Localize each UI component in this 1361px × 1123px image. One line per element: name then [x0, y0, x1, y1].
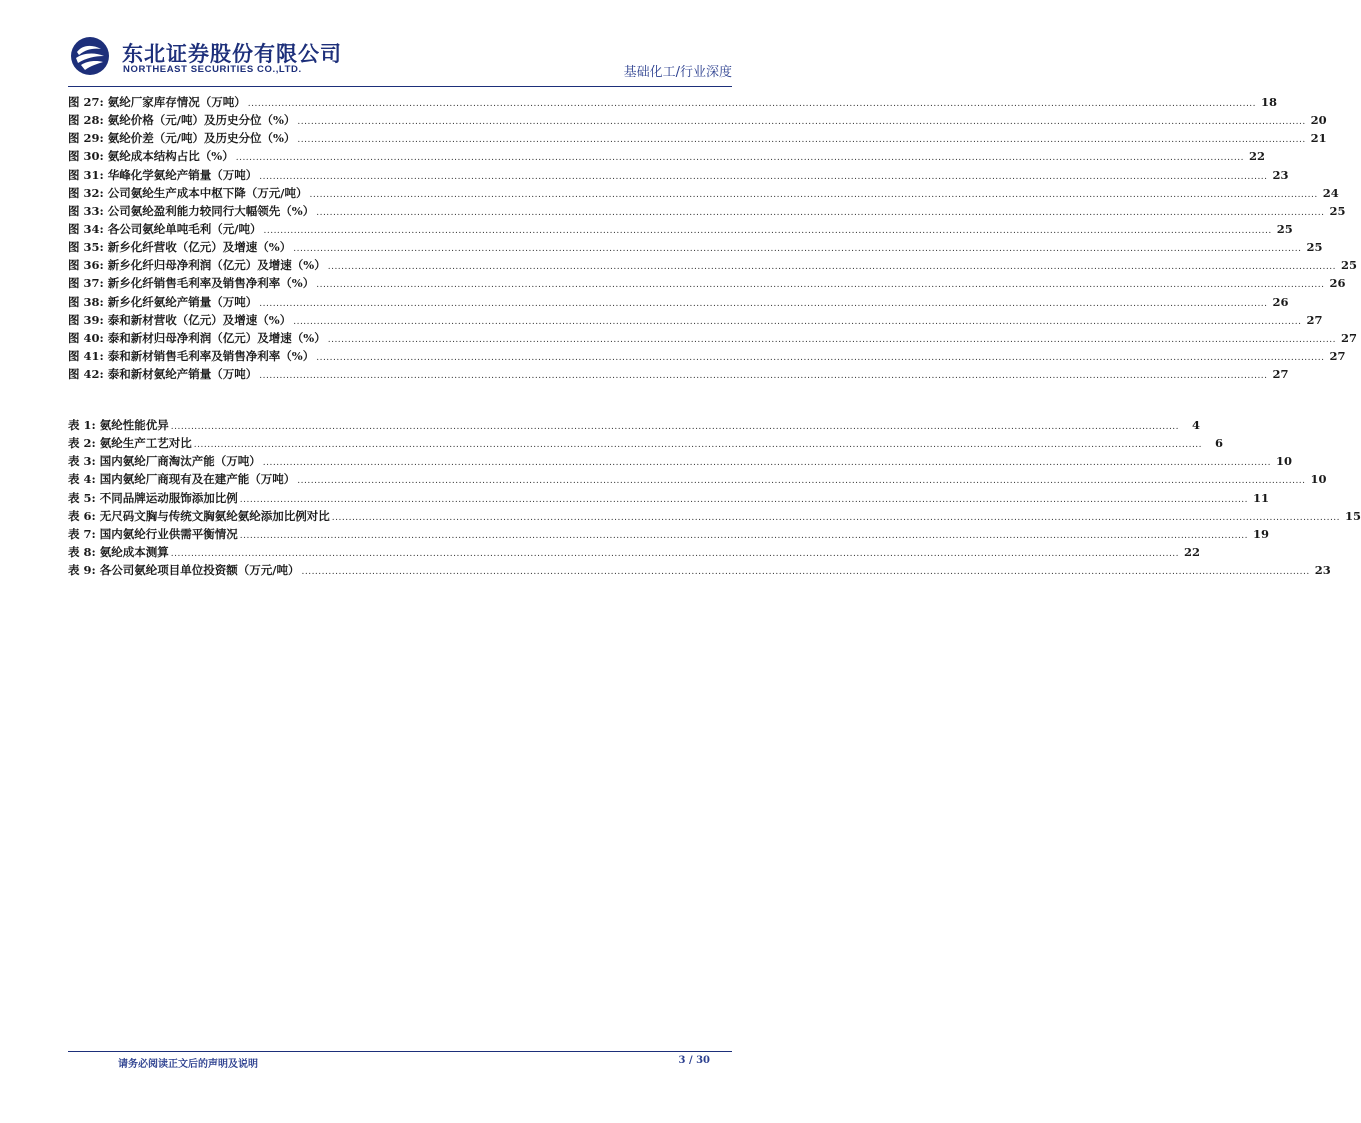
- toc-entry-label: 表 2:: [68, 436, 96, 451]
- toc-entry-label: 图 28:: [68, 113, 104, 128]
- figure-toc-entry[interactable]: [68, 130, 1327, 148]
- toc-entry-title: [68, 508, 332, 524]
- toc-entry-title: [68, 185, 309, 201]
- figure-toc-entry[interactable]: [68, 312, 1323, 330]
- toc-entry-label: 表 7:: [68, 526, 96, 541]
- figure-toc-entry[interactable]: [68, 221, 1293, 239]
- toc-entry-text: 新乡化纤营收（亿元）及增速（%）: [107, 240, 292, 255]
- toc-entry-text: 氨纶价差（元/吨）及历史分位（%）: [107, 131, 296, 146]
- toc-entry-label: 表 4:: [68, 472, 96, 487]
- toc-leader-dots: ............................................................................................................................................................................................................................................................................................................: [297, 476, 1306, 487]
- figure-toc-entry[interactable]: [68, 257, 1357, 275]
- toc-entry-label: 表 3:: [68, 454, 96, 469]
- toc-entry-page: 25: [1276, 221, 1293, 236]
- toc-entry-page: 19: [1253, 526, 1270, 541]
- toc-leader-dots: ............................................................................................................................................................................................................................................................................................................: [259, 371, 1268, 382]
- toc-entry-text: 公司氨纶生产成本中枢下降（万元/吨）: [107, 185, 308, 200]
- toc-leader-dots: ............................................................................................................................................................................................................................................................................................................: [259, 298, 1268, 309]
- toc-entry-text: 氨纶成本结构占比（%）: [107, 149, 234, 164]
- toc-entry-page: 26: [1272, 294, 1289, 309]
- figure-toc-entry[interactable]: [68, 239, 1323, 257]
- table-toc-entry[interactable]: [68, 562, 1331, 580]
- current-page: 3: [678, 1055, 686, 1066]
- page-header: [68, 36, 732, 86]
- page-separator: /: [688, 1055, 693, 1066]
- toc-leader-dots: ............................................................................................................................................................................................................................................................................................................: [239, 494, 1249, 505]
- toc-entry-title: [68, 294, 259, 310]
- figure-index: [68, 94, 1357, 384]
- toc-entry-label: 图 31:: [68, 167, 104, 182]
- toc-entry-page: 23: [1272, 167, 1289, 182]
- toc-entry-text: 新乡化纤氨纶产销量（万吨）: [107, 294, 258, 309]
- toc-entry-title: [68, 366, 259, 382]
- toc-entry-text: 不同品牌运动服饰添加比例: [99, 490, 238, 505]
- company-logo-icon: [70, 36, 110, 76]
- toc-entry-page: 18: [1261, 95, 1278, 109]
- toc-entry-title: [68, 330, 328, 346]
- figure-toc-entry[interactable]: [68, 294, 1289, 312]
- toc-entry-text: 氨纶性能优异: [99, 418, 169, 432]
- toc-entry-text: 各公司氨纶单吨毛利（元/吨）: [107, 221, 262, 236]
- toc-entry-page: 27: [1329, 348, 1346, 363]
- toc-entry-title: [68, 544, 171, 560]
- footer-divider: [68, 1051, 732, 1052]
- toc-entry-page: 26: [1329, 276, 1346, 291]
- table-toc-entry[interactable]: [68, 490, 1270, 508]
- toc-entry-title: [68, 453, 263, 469]
- toc-entry-page: 10: [1310, 472, 1327, 487]
- toc-leader-dots: ............................................................................................................................................................................................................................................................................................................: [327, 262, 1336, 273]
- toc-leader-dots: ............................................................................................................................................................................................................................................................................................................: [259, 171, 1268, 182]
- toc-leader-dots: ............................................................................................................................................................................................................................................................................................................: [239, 530, 1249, 541]
- toc-entry-text: 泰和新材销售毛利率及销售净利率（%）: [107, 348, 315, 363]
- table-toc-entry[interactable]: [68, 453, 1293, 471]
- toc-leader-dots: ............................................................................................................................................................................................................................................................................................................: [316, 352, 1325, 363]
- toc-entry-label: 图 39:: [68, 312, 104, 327]
- toc-leader-dots: ............................................................................................................................................................................................................................................................................................................: [301, 567, 1310, 578]
- toc-entry-text: 国内氨纶行业供需平衡情况: [99, 526, 238, 541]
- toc-entry-label: 图 37:: [68, 276, 104, 291]
- toc-leader-dots: ............................................................................................................................................................................................................................................................................................................: [193, 440, 1203, 451]
- table-toc-entry[interactable]: [68, 417, 1201, 435]
- toc-entry-label: 表 8:: [68, 544, 96, 559]
- toc-entry-page: 4: [1192, 418, 1201, 432]
- toc-entry-title: [68, 239, 293, 255]
- toc-entry-page: 25: [1329, 203, 1346, 218]
- toc-entry-text: 国内氨纶厂商现有及在建产能（万吨）: [99, 472, 296, 487]
- figure-toc-entry[interactable]: [68, 348, 1346, 366]
- toc-entry-title: [68, 148, 236, 164]
- toc-entry-title: [68, 94, 248, 110]
- toc-entry-title: [68, 562, 301, 578]
- toc-entry-text: 泰和新材营收（亿元）及增速（%）: [107, 312, 292, 327]
- toc-entry-page: 10: [1276, 454, 1293, 469]
- toc-entry-page: 25: [1306, 240, 1323, 255]
- figure-toc-entry[interactable]: [68, 94, 1278, 112]
- figure-toc-entry[interactable]: [68, 185, 1339, 203]
- figure-toc-entry[interactable]: [68, 112, 1327, 130]
- toc-entry-page: 20: [1310, 113, 1327, 128]
- toc-entry-text: 氨纶价格（元/吨）及历史分位（%）: [107, 113, 296, 128]
- toc-entry-label: 图 41:: [68, 348, 104, 363]
- toc-entry-text: 公司氨纶盈利能力较同行大幅领先（%）: [107, 203, 315, 218]
- toc-entry-label: 图 27:: [68, 95, 104, 109]
- toc-entry-title: [68, 526, 240, 542]
- toc-leader-dots: ............................................................................................................................................................................................................................................................................................................: [247, 99, 1257, 109]
- toc-entry-label: 图 33:: [68, 203, 104, 218]
- toc-entry-label: 表 1:: [68, 418, 96, 432]
- toc-entry-page: 15: [1345, 508, 1361, 523]
- toc-entry-text: 国内氨纶厂商淘汰产能（万吨）: [99, 454, 261, 469]
- toc-entry-text: 泰和新材归母净利润（亿元）及增速（%）: [107, 330, 326, 345]
- toc-entry-text: 新乡化纤销售毛利率及销售净利率（%）: [107, 276, 315, 291]
- toc-leader-dots: ............................................................................................................................................................................................................................................................................................................: [263, 225, 1272, 236]
- table-toc-entry[interactable]: [68, 544, 1201, 562]
- figure-toc-entry[interactable]: [68, 203, 1346, 221]
- toc-entry-title: [68, 312, 293, 328]
- table-toc-entry[interactable]: [68, 508, 1361, 526]
- figure-toc-entry[interactable]: [68, 148, 1265, 166]
- toc-entry-label: 图 29:: [68, 131, 104, 146]
- toc-entry-label: 图 35:: [68, 240, 104, 255]
- toc-entry-page: 25: [1340, 258, 1357, 273]
- table-toc-entry[interactable]: [68, 471, 1327, 489]
- toc-entry-title: [68, 348, 316, 364]
- disclaimer-note: 请务必阅读正文后的声明及说明: [118, 1059, 258, 1070]
- toc-entry-label: 图 42:: [68, 367, 104, 382]
- toc-entry-page: 22: [1248, 149, 1265, 164]
- company-name-en: NORTHEAST SECURITIES CO.,LTD.: [123, 64, 302, 75]
- toc-entry-label: 表 6:: [68, 508, 96, 523]
- toc-entry-text: 氨纶成本测算: [99, 544, 169, 559]
- toc-leader-dots: ............................................................................................................................................................................................................................................................................................................: [235, 153, 1244, 164]
- toc-entry-title: [68, 275, 316, 291]
- table-index: [68, 417, 1361, 580]
- toc-leader-dots: ............................................................................................................................................................................................................................................................................................................: [327, 334, 1336, 345]
- toc-leader-dots: ............................................................................................................................................................................................................................................................................................................: [297, 135, 1306, 146]
- toc-leader-dots: ............................................................................................................................................................................................................................................................................................................: [293, 316, 1302, 327]
- toc-entry-title: [68, 435, 194, 451]
- toc-entry-label: 表 5:: [68, 490, 96, 505]
- figure-toc-entry[interactable]: [68, 167, 1289, 185]
- toc-entry-title: [68, 167, 259, 183]
- toc-entry-label: 图 38:: [68, 294, 104, 309]
- figure-toc-entry[interactable]: [68, 275, 1346, 293]
- toc-entry-title: [68, 130, 297, 146]
- toc-leader-dots: ............................................................................................................................................................................................................................................................................................................: [297, 117, 1306, 128]
- toc-entry-label: 图 40:: [68, 330, 104, 345]
- toc-leader-dots: ............................................................................................................................................................................................................................................................................................................: [262, 458, 1272, 469]
- toc-entry-label: 图 30:: [68, 149, 104, 164]
- toc-leader-dots: ............................................................................................................................................................................................................................................................................................................: [331, 512, 1341, 523]
- toc-entry-title: [68, 221, 263, 237]
- total-pages: 30: [696, 1055, 710, 1066]
- toc-entry-page: 23: [1314, 563, 1331, 578]
- toc-leader-dots: ............................................................................................................................................................................................................................................................................................................: [170, 548, 1180, 559]
- toc-entry-text: 新乡化纤归母净利润（亿元）及增速（%）: [107, 258, 326, 273]
- toc-entry-title: [68, 112, 297, 128]
- toc-entry-page: 11: [1253, 490, 1270, 505]
- toc-entry-page: 27: [1306, 312, 1323, 327]
- report-category: 基础化工/行业深度: [623, 65, 732, 80]
- toc-entry-label: 图 34:: [68, 221, 104, 236]
- toc-leader-dots: ............................................................................................................................................................................................................................................................................................................: [293, 244, 1302, 255]
- toc-entry-text: 华峰化学氨纶产销量（万吨）: [107, 167, 258, 182]
- toc-leader-dots: ............................................................................................................................................................................................................................................................................................................: [316, 207, 1325, 218]
- table-toc-entry[interactable]: [68, 435, 1224, 453]
- toc-entry-label: 图 36:: [68, 258, 104, 273]
- toc-entry-text: 氨纶生产工艺对比: [99, 436, 192, 451]
- company-name-cn: 东北证券股份有限公司: [122, 42, 342, 66]
- toc-entry-page: 24: [1322, 185, 1339, 200]
- figure-toc-entry[interactable]: [68, 330, 1357, 348]
- toc-entry-page: 22: [1184, 544, 1201, 559]
- toc-entry-text: 无尺码文胸与传统文胸氨纶氨纶添加比例对比: [99, 508, 330, 523]
- toc-entry-page: 27: [1340, 330, 1357, 345]
- header-divider: [68, 86, 732, 87]
- toc-entry-page: 27: [1272, 367, 1289, 382]
- toc-entry-title: [68, 471, 297, 487]
- toc-entry-title: [68, 257, 328, 273]
- toc-entry-label: 表 9:: [68, 563, 96, 578]
- toc-leader-dots: ............................................................................................................................................................................................................................................................................................................: [170, 422, 1180, 432]
- toc-entry-title: [68, 203, 316, 219]
- toc-entry-page: 21: [1310, 131, 1327, 146]
- toc-entry-text: 各公司氨纶项目单位投资额（万元/吨）: [99, 563, 300, 578]
- toc-entry-text: 泰和新材氨纶产销量（万吨）: [107, 367, 258, 382]
- toc-leader-dots: ............................................................................................................................................................................................................................................................................................................: [316, 280, 1325, 291]
- figure-toc-entry[interactable]: [68, 366, 1289, 384]
- table-toc-entry[interactable]: [68, 526, 1270, 544]
- page-number: [678, 1055, 710, 1066]
- toc-entry-title: [68, 490, 240, 506]
- toc-entry-page: 6: [1215, 436, 1224, 451]
- toc-entry-title: [68, 417, 171, 433]
- toc-entry-label: 图 32:: [68, 185, 104, 200]
- toc-leader-dots: ............................................................................................................................................................................................................................................................................................................: [309, 189, 1318, 200]
- toc-entry-text: 氨纶厂家库存情况（万吨）: [107, 95, 246, 109]
